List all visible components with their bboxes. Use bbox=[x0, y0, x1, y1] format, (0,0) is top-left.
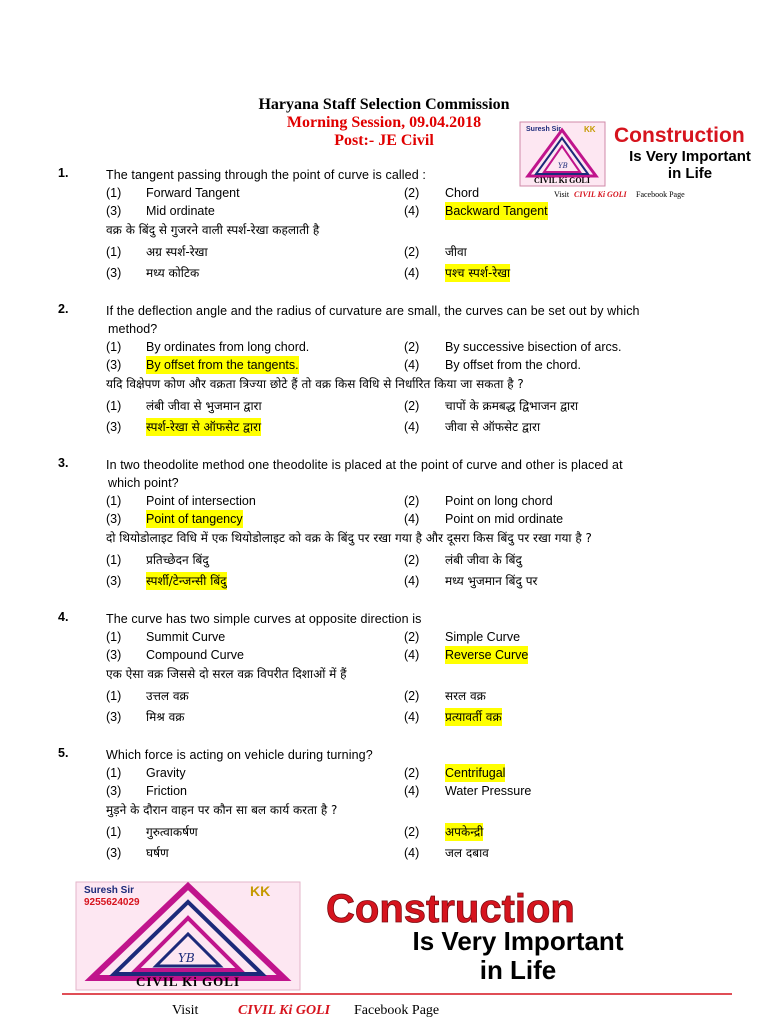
option-marker: (3) bbox=[106, 266, 122, 280]
question-text-hi: दो थियोडोलाइट विधि में एक थियोडोलाइट को वक्र के बिंदु पर रखा गया है और दूसरा किस बिंदु पर रखा गया है ? bbox=[106, 531, 592, 545]
option-4-en: By offset from the chord. bbox=[445, 358, 581, 372]
option-marker: (3) bbox=[106, 710, 122, 724]
option-marker: (3) bbox=[106, 846, 122, 860]
banner-small-line3: in Life bbox=[667, 165, 713, 182]
post-line: Post:- JE Civil bbox=[334, 132, 434, 149]
option-marker: (1) bbox=[106, 825, 122, 839]
question-number: 4. bbox=[58, 610, 69, 624]
option-4-hi-correct: पश्च स्पर्श-रेखा bbox=[445, 266, 511, 280]
option-1-en: Summit Curve bbox=[146, 630, 226, 644]
banner-large-visit-suffix: Facebook Page bbox=[354, 1003, 440, 1018]
option-1-hi: उत्तल वक्र bbox=[146, 689, 189, 703]
option-marker: (2) bbox=[404, 766, 420, 780]
session-line: Morning Session, 09.04.2018 bbox=[286, 114, 482, 131]
option-3-hi-correct: स्पर्शी/टेन्जन्सी बिंदु bbox=[146, 574, 227, 588]
option-marker: (3) bbox=[106, 784, 122, 798]
option-marker: (1) bbox=[106, 245, 122, 259]
option-2-en: Simple Curve bbox=[445, 630, 521, 644]
question-number: 1. bbox=[58, 166, 69, 180]
option-marker: (4) bbox=[404, 512, 420, 526]
banner-small-construction: Construction bbox=[614, 124, 745, 147]
option-2-hi: लंबी जीवा के बिंदु bbox=[445, 553, 522, 567]
question-text-en: In two theodolite method one theodolite is placed at the point of curve and other is placed at bbox=[106, 458, 623, 472]
option-marker: (2) bbox=[404, 553, 420, 567]
question-text-hi: यदि विक्षेपण कोण और वक्रता त्रिज्या छोटे हैं तो वक्र किस विधि से निर्धारित किया जा सकता है ? bbox=[106, 377, 524, 391]
banner-large-phone: 9255624029 bbox=[84, 897, 140, 908]
construction-banner-small-graphic bbox=[518, 120, 768, 200]
option-marker: (3) bbox=[106, 204, 122, 218]
option-4-en-correct: Backward Tangent bbox=[445, 204, 548, 218]
option-2-en-correct: Centrifugal bbox=[445, 766, 506, 780]
option-marker: (4) bbox=[404, 648, 420, 662]
option-marker: (1) bbox=[106, 494, 122, 508]
option-4-hi: जल दबाव bbox=[445, 846, 489, 860]
option-marker: (2) bbox=[404, 245, 420, 259]
option-marker: (1) bbox=[106, 630, 122, 644]
option-marker: (3) bbox=[106, 648, 122, 662]
option-4-en: Point on mid ordinate bbox=[445, 512, 564, 526]
option-1-en: Point of intersection bbox=[146, 494, 256, 508]
question-text-en: The tangent passing through the point of curve is called : bbox=[106, 168, 426, 182]
banner-large-name: Suresh Sir bbox=[84, 885, 135, 896]
option-1-hi: लंबी जीवा से भुजमान द्वारा bbox=[146, 399, 262, 413]
option-marker: (1) bbox=[106, 553, 122, 567]
kk-logo-icon: KK bbox=[584, 125, 596, 134]
option-1-hi: प्रतिच्छेदन बिंदु bbox=[146, 553, 209, 567]
option-1-en: By ordinates from long chord. bbox=[146, 340, 310, 354]
construction-banner-large bbox=[62, 878, 732, 1024]
option-3-en: Friction bbox=[146, 784, 187, 798]
question-text-en: method? bbox=[108, 322, 158, 336]
option-1-hi: अग्र स्पर्श-रेखा bbox=[146, 245, 208, 259]
question-text-en: which point? bbox=[108, 476, 179, 490]
option-2-hi: जीवा bbox=[445, 245, 467, 259]
option-marker: (3) bbox=[106, 358, 122, 372]
option-marker: (2) bbox=[404, 630, 420, 644]
banner-large-line2: Is Very Important bbox=[412, 926, 624, 956]
option-marker: (3) bbox=[106, 420, 122, 434]
option-3-hi: घर्षण bbox=[146, 846, 169, 860]
banner-small-visit-brand: CIVIL Ki GOLI bbox=[574, 190, 627, 199]
option-marker: (4) bbox=[404, 266, 420, 280]
banner-small-brand: CIVIL Ki GOLI bbox=[533, 176, 591, 185]
option-3-hi: मध्य कोटिक bbox=[146, 266, 200, 280]
question-number: 2. bbox=[58, 302, 69, 316]
banner-large-visit-brand: CIVIL Ki GOLI bbox=[238, 1003, 331, 1018]
banner-small-name: Suresh Sir bbox=[526, 126, 562, 133]
banner-small-visit: Visit bbox=[554, 190, 570, 199]
option-marker: (1) bbox=[106, 766, 122, 780]
option-marker: (4) bbox=[404, 846, 420, 860]
question-text-en: Which force is acting on vehicle during turning? bbox=[106, 748, 373, 762]
option-marker: (2) bbox=[404, 399, 420, 413]
option-3-hi: मिश्र वक्र bbox=[146, 710, 185, 724]
banner-large-construction: Construction bbox=[326, 887, 575, 931]
option-marker: (1) bbox=[106, 689, 122, 703]
option-marker: (1) bbox=[106, 399, 122, 413]
option-marker: (4) bbox=[404, 784, 420, 798]
exam-title: Haryana Staff Selection Commission bbox=[258, 96, 510, 113]
option-marker: (3) bbox=[106, 574, 122, 588]
option-4-hi-correct: प्रत्यावर्ती वक्र bbox=[445, 710, 502, 724]
option-marker: (4) bbox=[404, 574, 420, 588]
option-marker: (1) bbox=[106, 340, 122, 354]
option-marker: (2) bbox=[404, 825, 420, 839]
option-1-en: Gravity bbox=[146, 766, 186, 780]
construction-banner-small bbox=[518, 120, 768, 200]
option-4-en: Water Pressure bbox=[445, 784, 532, 798]
banner-large-visit: Visit bbox=[172, 1003, 199, 1018]
option-2-hi: सरल वक्र bbox=[445, 689, 486, 703]
option-marker: (4) bbox=[404, 420, 420, 434]
option-3-en-correct: By offset from the tangents. bbox=[146, 358, 299, 372]
monogram-icon: YB bbox=[558, 162, 568, 170]
option-3-en: Compound Curve bbox=[146, 648, 244, 662]
question-text-en: The curve has two simple curves at opposite direction is bbox=[106, 612, 422, 626]
question-number: 3. bbox=[58, 456, 69, 470]
option-2-en: Chord bbox=[445, 186, 480, 200]
option-marker: (2) bbox=[404, 186, 420, 200]
question-text-en: If the deflection angle and the radius of curvature are small, the curves can be set out by which bbox=[106, 304, 640, 318]
option-marker: (4) bbox=[404, 710, 420, 724]
option-4-en-correct: Reverse Curve bbox=[445, 648, 529, 662]
option-4-hi: मध्य भुजमान बिंदु पर bbox=[445, 574, 538, 588]
construction-banner-large-graphic bbox=[62, 878, 732, 1024]
option-2-hi-correct: अपकेन्द्री bbox=[445, 825, 484, 839]
option-marker: (2) bbox=[404, 689, 420, 703]
option-2-en: By successive bisection of arcs. bbox=[445, 340, 622, 354]
option-3-en: Mid ordinate bbox=[146, 204, 215, 218]
banner-large-line3: in Life bbox=[479, 955, 557, 985]
kk-logo-icon: KK bbox=[250, 883, 271, 899]
question-text-hi: वक्र के बिंदु से गुजरने वाली स्पर्श-रेखा कहलाती है bbox=[106, 223, 320, 237]
option-marker: (4) bbox=[404, 358, 420, 372]
option-3-en-correct: Point of tangency bbox=[146, 512, 243, 526]
banner-small-visit-suffix: Facebook Page bbox=[636, 190, 685, 199]
option-marker: (1) bbox=[106, 186, 122, 200]
monogram-icon: YB bbox=[178, 951, 195, 965]
option-marker: (3) bbox=[106, 512, 122, 526]
option-2-en: Point on long chord bbox=[445, 494, 553, 508]
option-marker: (2) bbox=[404, 340, 420, 354]
banner-large-brand: CIVIL Ki GOLI bbox=[135, 974, 241, 989]
banner-small-line2: Is Very Important bbox=[629, 148, 751, 165]
option-2-hi: चापों के क्रमबद्ध द्विभाजन द्वारा bbox=[445, 399, 579, 413]
option-1-en: Forward Tangent bbox=[146, 186, 240, 200]
question-text-hi: मुड़ने के दौरान वाहन पर कौन सा बल कार्य करता है ? bbox=[106, 803, 338, 817]
option-3-hi-correct: स्पर्श-रेखा से ऑफसेट द्वारा bbox=[146, 420, 262, 434]
question-text-hi: एक ऐसा वक्र जिससे दो सरल वक्र विपरीत दिशाओं में हैं bbox=[106, 667, 347, 681]
option-1-hi: गुरुत्वाकर्षण bbox=[146, 825, 198, 839]
question-number: 5. bbox=[58, 746, 69, 760]
option-4-hi: जीवा से ऑफसेट द्वारा bbox=[445, 420, 541, 434]
option-marker: (2) bbox=[404, 494, 420, 508]
option-marker: (4) bbox=[404, 204, 420, 218]
